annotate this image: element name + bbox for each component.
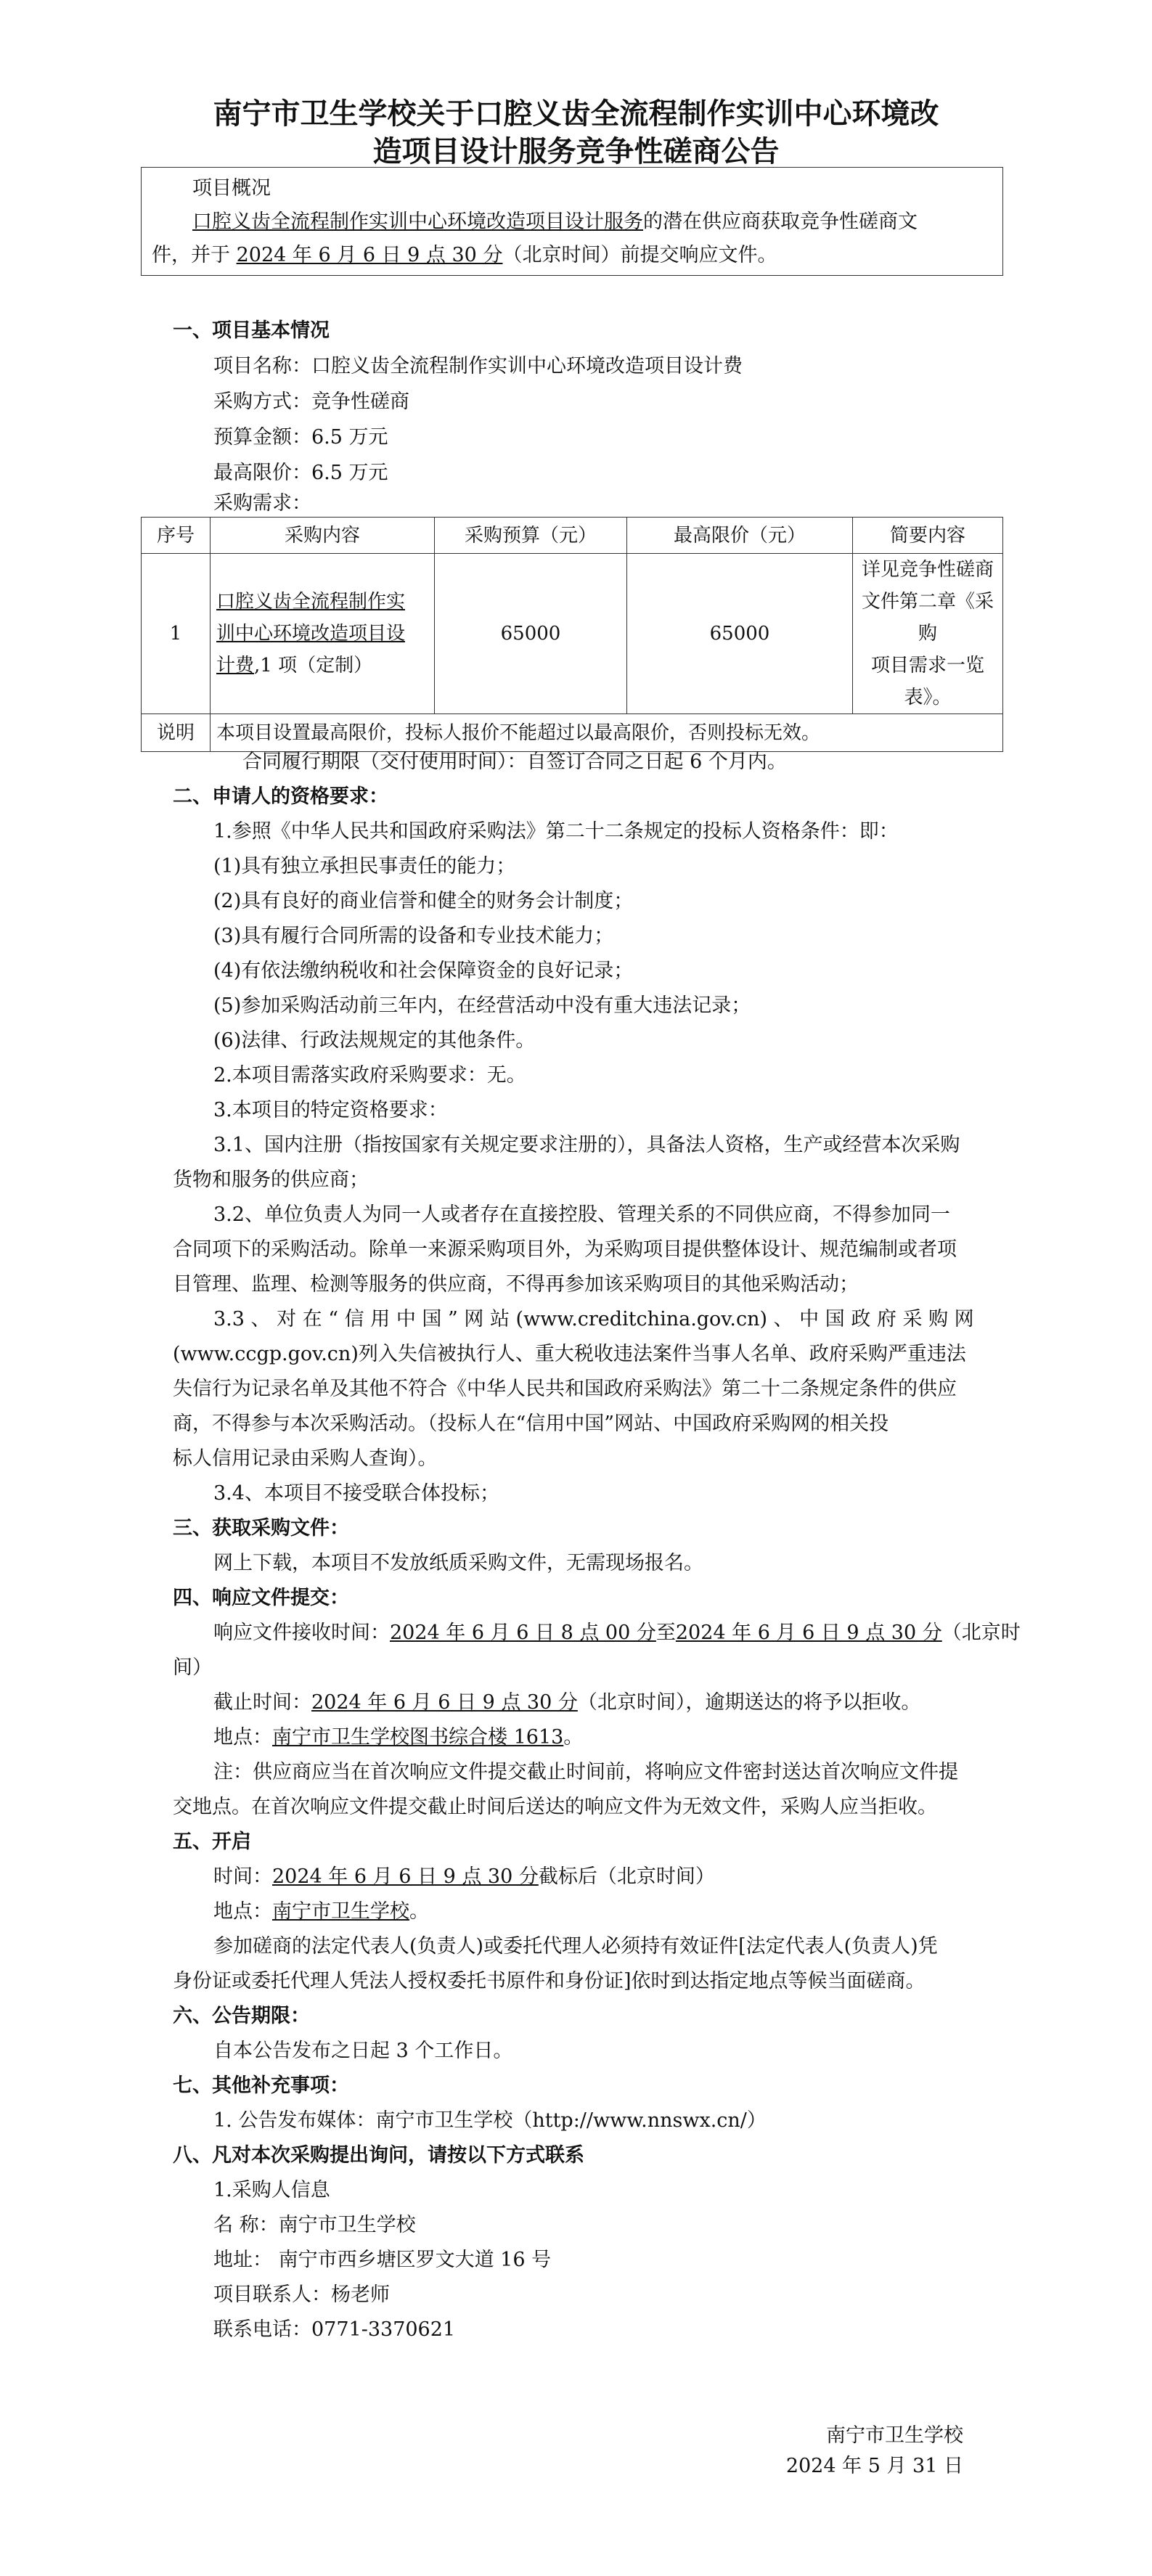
table-header: 采购内容 <box>211 518 435 554</box>
requirements-table <box>141 517 1003 752</box>
overview-text-1: 口腔义齿全流程制作实训中心环境改造项目设计服务的潜在供应商获取竞争性磋商文 <box>192 210 918 233</box>
overview-heading: 项目概况 <box>192 177 271 200</box>
cell-no: 1 <box>142 554 211 714</box>
qual-item: (1)具有独立承担民事责任的能力； <box>213 855 516 878</box>
submit-location: 地点：南宁市卫生学校图书综合楼 1613。 <box>213 1726 584 1749</box>
req-3-2-c: 目管理、监理、检测等服务的供应商，不得再参加该采购项目的其他采购活动； <box>173 1273 859 1296</box>
table-header: 简要内容 <box>853 518 1003 554</box>
req-3-3-e: 标人信用记录由采购人查询）。 <box>173 1447 438 1470</box>
open-location: 地点：南宁市卫生学校。 <box>213 1900 429 1923</box>
title-line-1: 南宁市卫生学校关于口腔义齿全流程制作实训中心环境改 <box>213 97 939 131</box>
receive-time-cont: 间） <box>173 1656 212 1679</box>
budget-amount: 预算金额：6.5 万元 <box>213 426 388 449</box>
qual-item: (6)法律、行政法规规定的其他条件。 <box>213 1029 536 1052</box>
req-3-3-b: (www.ccgp.gov.cn)列入失信被执行人、重大税收违法案件当事人名单、政府采购严重违法 <box>173 1343 966 1365</box>
open-note-b: 身份证或委托代理人凭法人授权委托书原件和身份证]依时到达指定地点等候当面磋商。 <box>173 1970 926 1992</box>
publish-media: 1. 公告发布媒体：南宁市卫生学校（http://www.nnswx.cn/） <box>213 2109 767 2132</box>
cell-budget: 65000 <box>435 554 627 714</box>
table-header-row <box>142 518 1003 554</box>
title-line-2: 造项目设计服务竞争性磋商公告 <box>372 134 780 168</box>
purchaser-phone: 联系电话：0771-3370621 <box>213 2318 456 2341</box>
purchaser-info: 1.采购人信息 <box>213 2179 330 2201</box>
deadline: 截止时间：2024 年 6 月 6 日 9 点 30 分（北京时间），逾期送达的将予以拒收。 <box>213 1691 921 1714</box>
section-8-heading: 八、凡对本次采购提出询问，请按以下方式联系 <box>173 2144 584 2167</box>
signature-date: 2024 年 5 月 31 日 <box>785 2455 963 2477</box>
purchaser-contact: 项目联系人：杨老师 <box>213 2283 390 2306</box>
qual-item: (3)具有履行合同所需的设备和专业技术能力； <box>213 925 614 947</box>
section-3-heading: 三、获取采购文件： <box>173 1517 349 1540</box>
section-4-heading: 四、响应文件提交： <box>173 1587 349 1609</box>
open-note-a: 参加磋商的法定代表人(负责人)或委托代理人必须持有效证件[法定代表人(负责人)凭 <box>213 1935 938 1958</box>
procurement-method: 采购方式：竞争性磋商 <box>213 391 409 413</box>
table-header: 采购预算（元） <box>435 518 627 554</box>
overview-box <box>141 167 1003 276</box>
overview-text-2: 件，并于 2024 年 6 月 6 日 9 点 30 分（北京时间）前提交响应文件。 <box>152 244 777 266</box>
max-price: 最高限价：6.5 万元 <box>213 462 388 484</box>
section-2-heading: 二、申请人的资格要求： <box>173 785 388 808</box>
cell-brief: 详见竞争性磋商 文件第二章《采购 项目需求一览 表》。 <box>853 554 1003 714</box>
qual-item: (2)具有良好的商业信誉和健全的财务会计制度； <box>213 890 634 912</box>
section-6-heading: 六、公告期限： <box>173 2005 310 2027</box>
section-5-heading: 五、开启 <box>173 1831 251 1853</box>
note-label: 说明 <box>142 714 211 752</box>
req-3-1-b: 货物和服务的供应商； <box>173 1169 369 1191</box>
procurement-needs-label: 采购需求： <box>213 492 311 515</box>
contract-period: 合同履行期限（交付使用时间）：自签订合同之日起 6 个月内。 <box>242 751 787 773</box>
cell-content: 口腔义齿全流程制作实 训中心环境改造项目设 计费,1 项（定制） <box>211 554 435 714</box>
qual-item: (5)参加采购活动前三年内，在经营活动中没有重大违法记录； <box>213 994 751 1017</box>
req-3-1-a: 3.1、国内注册（指按国家有关规定要求注册的），具备法人资格，生产或经营本次采购 <box>213 1134 960 1156</box>
notice-period: 自本公告发布之日起 3 个工作日。 <box>213 2040 513 2062</box>
req-3-4: 3.4、本项目不接受联合体投标； <box>213 1482 499 1505</box>
purchaser-name: 名 称：南宁市卫生学校 <box>213 2214 416 2236</box>
note-text: 本项目设置最高限价，投标人报价不能超过以最高限价，否则投标无效。 <box>211 714 1003 752</box>
section-1-heading: 一、项目基本情况 <box>173 319 330 342</box>
open-time: 时间：2024 年 6 月 6 日 9 点 30 分截标后（北京时间） <box>213 1865 715 1888</box>
project-name: 项目名称：口腔义齿全流程制作实训中心环境改造项目设计费 <box>213 355 743 377</box>
qual-3: 3.本项目的特定资格要求： <box>213 1099 448 1121</box>
submit-note-b: 交地点。在首次响应文件提交截止时间后送达的响应文件为无效文件，采购人应当拒收。 <box>173 1796 937 1818</box>
qual-item: (4)有依法缴纳税收和社会保障资金的良好记录； <box>213 960 634 982</box>
req-3-2-b: 合同项下的采购活动。除单一来源采购项目外，为采购项目提供整体设计、规范编制或者项 <box>173 1238 957 1261</box>
req-3-3-a: 3.3 、 对 在 “ 信 用 中 国 ” 网 站 (www.creditchina.gov.cn) 、 中 国 政 府 采 购 网 <box>213 1308 974 1330</box>
cell-max: 65000 <box>627 554 853 714</box>
table-header: 最高限价（元） <box>627 518 853 554</box>
receive-time: 响应文件接收时间：2024 年 6 月 6 日 8 点 00 分至2024 年 6 月 6 日 9 点 30 分（北京时 <box>213 1622 1021 1644</box>
qual-1: 1.参照《中华人民共和国政府采购法》第二十二条规定的投标人资格条件：即： <box>213 820 899 843</box>
submit-note-a: 注：供应商应当在首次响应文件提交截止时间前，将响应文件密封送达首次响应文件提 <box>213 1761 958 1783</box>
qual-2: 2.本项目需落实政府采购要求：无。 <box>213 1064 526 1087</box>
req-3-3-d: 商，不得参与本次采购活动。（投标人在“信用中国”网站、中国政府采购网的相关投 <box>173 1412 889 1435</box>
table-row <box>142 554 1003 714</box>
req-3-3-c: 失信行为记录名单及其他不符合《中华人民共和国政府采购法》第二十二条规定条件的供应 <box>173 1378 957 1400</box>
purchaser-address: 地址： 南宁市西乡塘区罗文大道 16 号 <box>213 2249 552 2271</box>
acquire-text: 网上下载，本项目不发放纸质采购文件，无需现场报名。 <box>213 1552 703 1574</box>
signature-org: 南宁市卫生学校 <box>826 2424 963 2447</box>
section-7-heading: 七、其他补充事项： <box>173 2074 349 2097</box>
table-header: 序号 <box>142 518 211 554</box>
req-3-2-a: 3.2、单位负责人为同一人或者存在直接控股、管理关系的不同供应商，不得参加同一 <box>213 1203 950 1226</box>
